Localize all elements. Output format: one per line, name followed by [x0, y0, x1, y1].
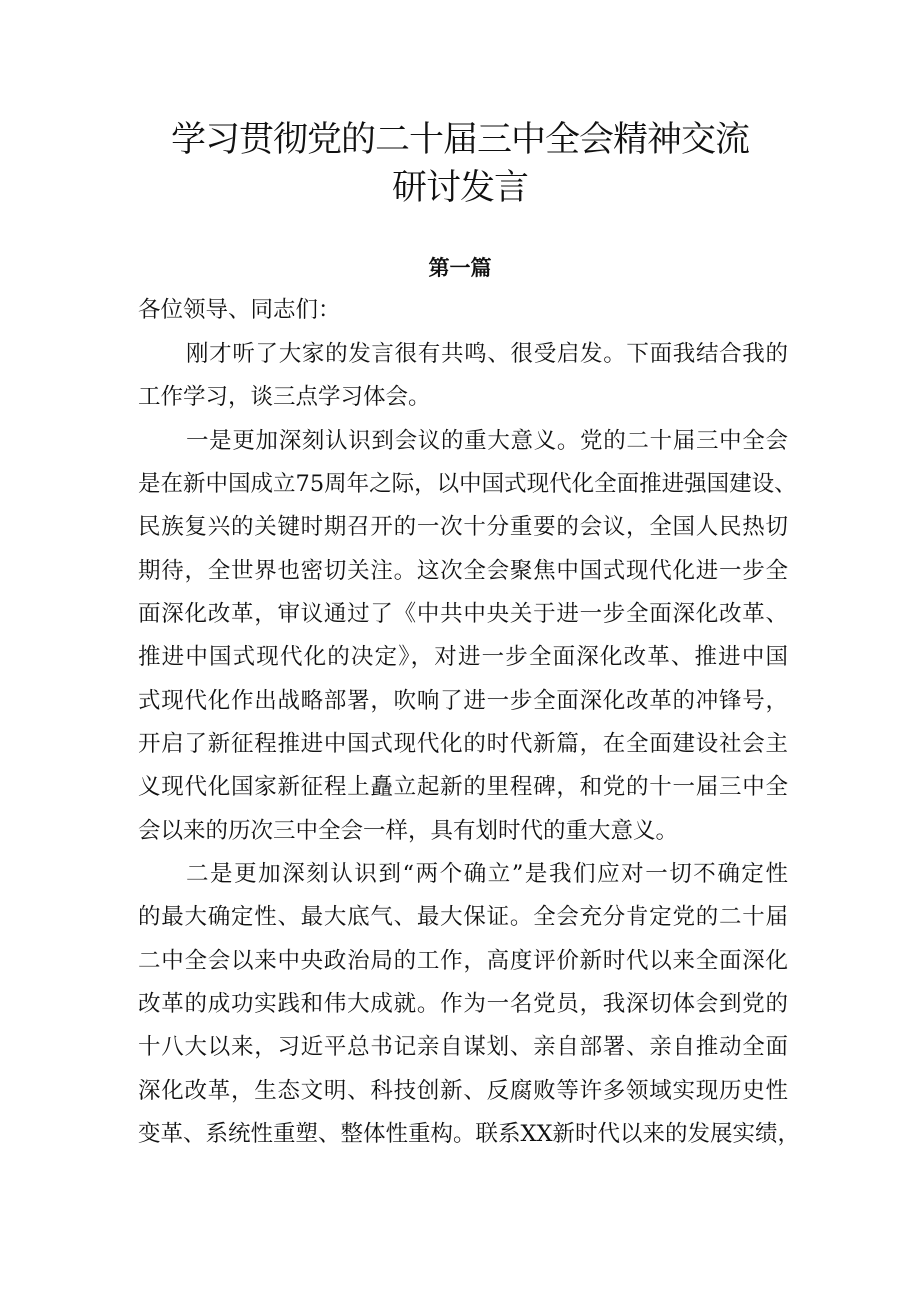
paragraph-line: 式现代化作出战略部署，吹响了进一步全面深化改革的冲锋号， — [138, 688, 788, 714]
paragraph-line: 十八大以来，习近平总书记亲自谋划、亲自部署、亲自推动全面 — [138, 1034, 788, 1060]
paragraph-line: 变革、系统性重塑、整体性重构。联系XX新时代以来的发展实绩， — [138, 1121, 801, 1147]
paragraph-line: 工作学习，谈三点学习体会。 — [138, 384, 431, 410]
document-title-line-1: 学习贯彻党的二十届三中全会精神交流 — [170, 120, 749, 160]
paragraph-line: 二中全会以来中央政治局的工作，高度评价新时代以来全面深化 — [138, 948, 788, 974]
section-heading: 第一篇 — [428, 256, 492, 280]
paragraph-line: 二是更加深刻认识到“两个确立”是我们应对一切不确定性 — [186, 861, 788, 887]
paragraph-line: 推进中国式现代化的决定》，对进一步全面深化改革、推进中国 — [138, 644, 788, 670]
paragraph-line: 改革的成功实践和伟大成就。作为一名党员，我深切体会到党的 — [138, 991, 788, 1017]
paragraph-line: 深化改革，生态文明、科技创新、反腐败等许多领域实现历史性 — [138, 1078, 788, 1104]
paragraph-line: 面深化改革，审议通过了《中共中央关于进一步全面深化改革、 — [138, 601, 788, 627]
paragraph-line: 一是更加深刻认识到会议的重大意义。党的二十届三中全会 — [186, 428, 788, 454]
paragraph-line: 期待，全世界也密切关注。这次全会聚焦中国式现代化进一步全 — [138, 558, 788, 584]
paragraph-line: 刚才听了大家的发言很有共鸣、很受启发。下面我结合我的 — [186, 341, 788, 367]
greeting: 各位领导、同志们： — [138, 297, 341, 323]
paragraph-line: 民族复兴的关键时期召开的一次十分重要的会议，全国人民热切 — [138, 514, 788, 540]
paragraph-line: 的最大确定性、最大底气、最大保证。全会充分肯定党的二十届 — [138, 904, 788, 930]
document-title-line-2: 研讨发言 — [391, 168, 528, 208]
paragraph-line: 义现代化国家新征程上矗立起新的里程碑，和党的十一届三中全 — [138, 774, 788, 800]
paragraph-line: 开启了新征程推进中国式现代化的时代新篇，在全面建设社会主 — [138, 731, 788, 757]
paragraph-line: 是在新中国成立75周年之际，以中国式现代化全面推进强国建设、 — [138, 471, 797, 497]
paragraph-line: 会以来的历次三中全会一样，具有划时代的重大意义。 — [138, 818, 679, 844]
